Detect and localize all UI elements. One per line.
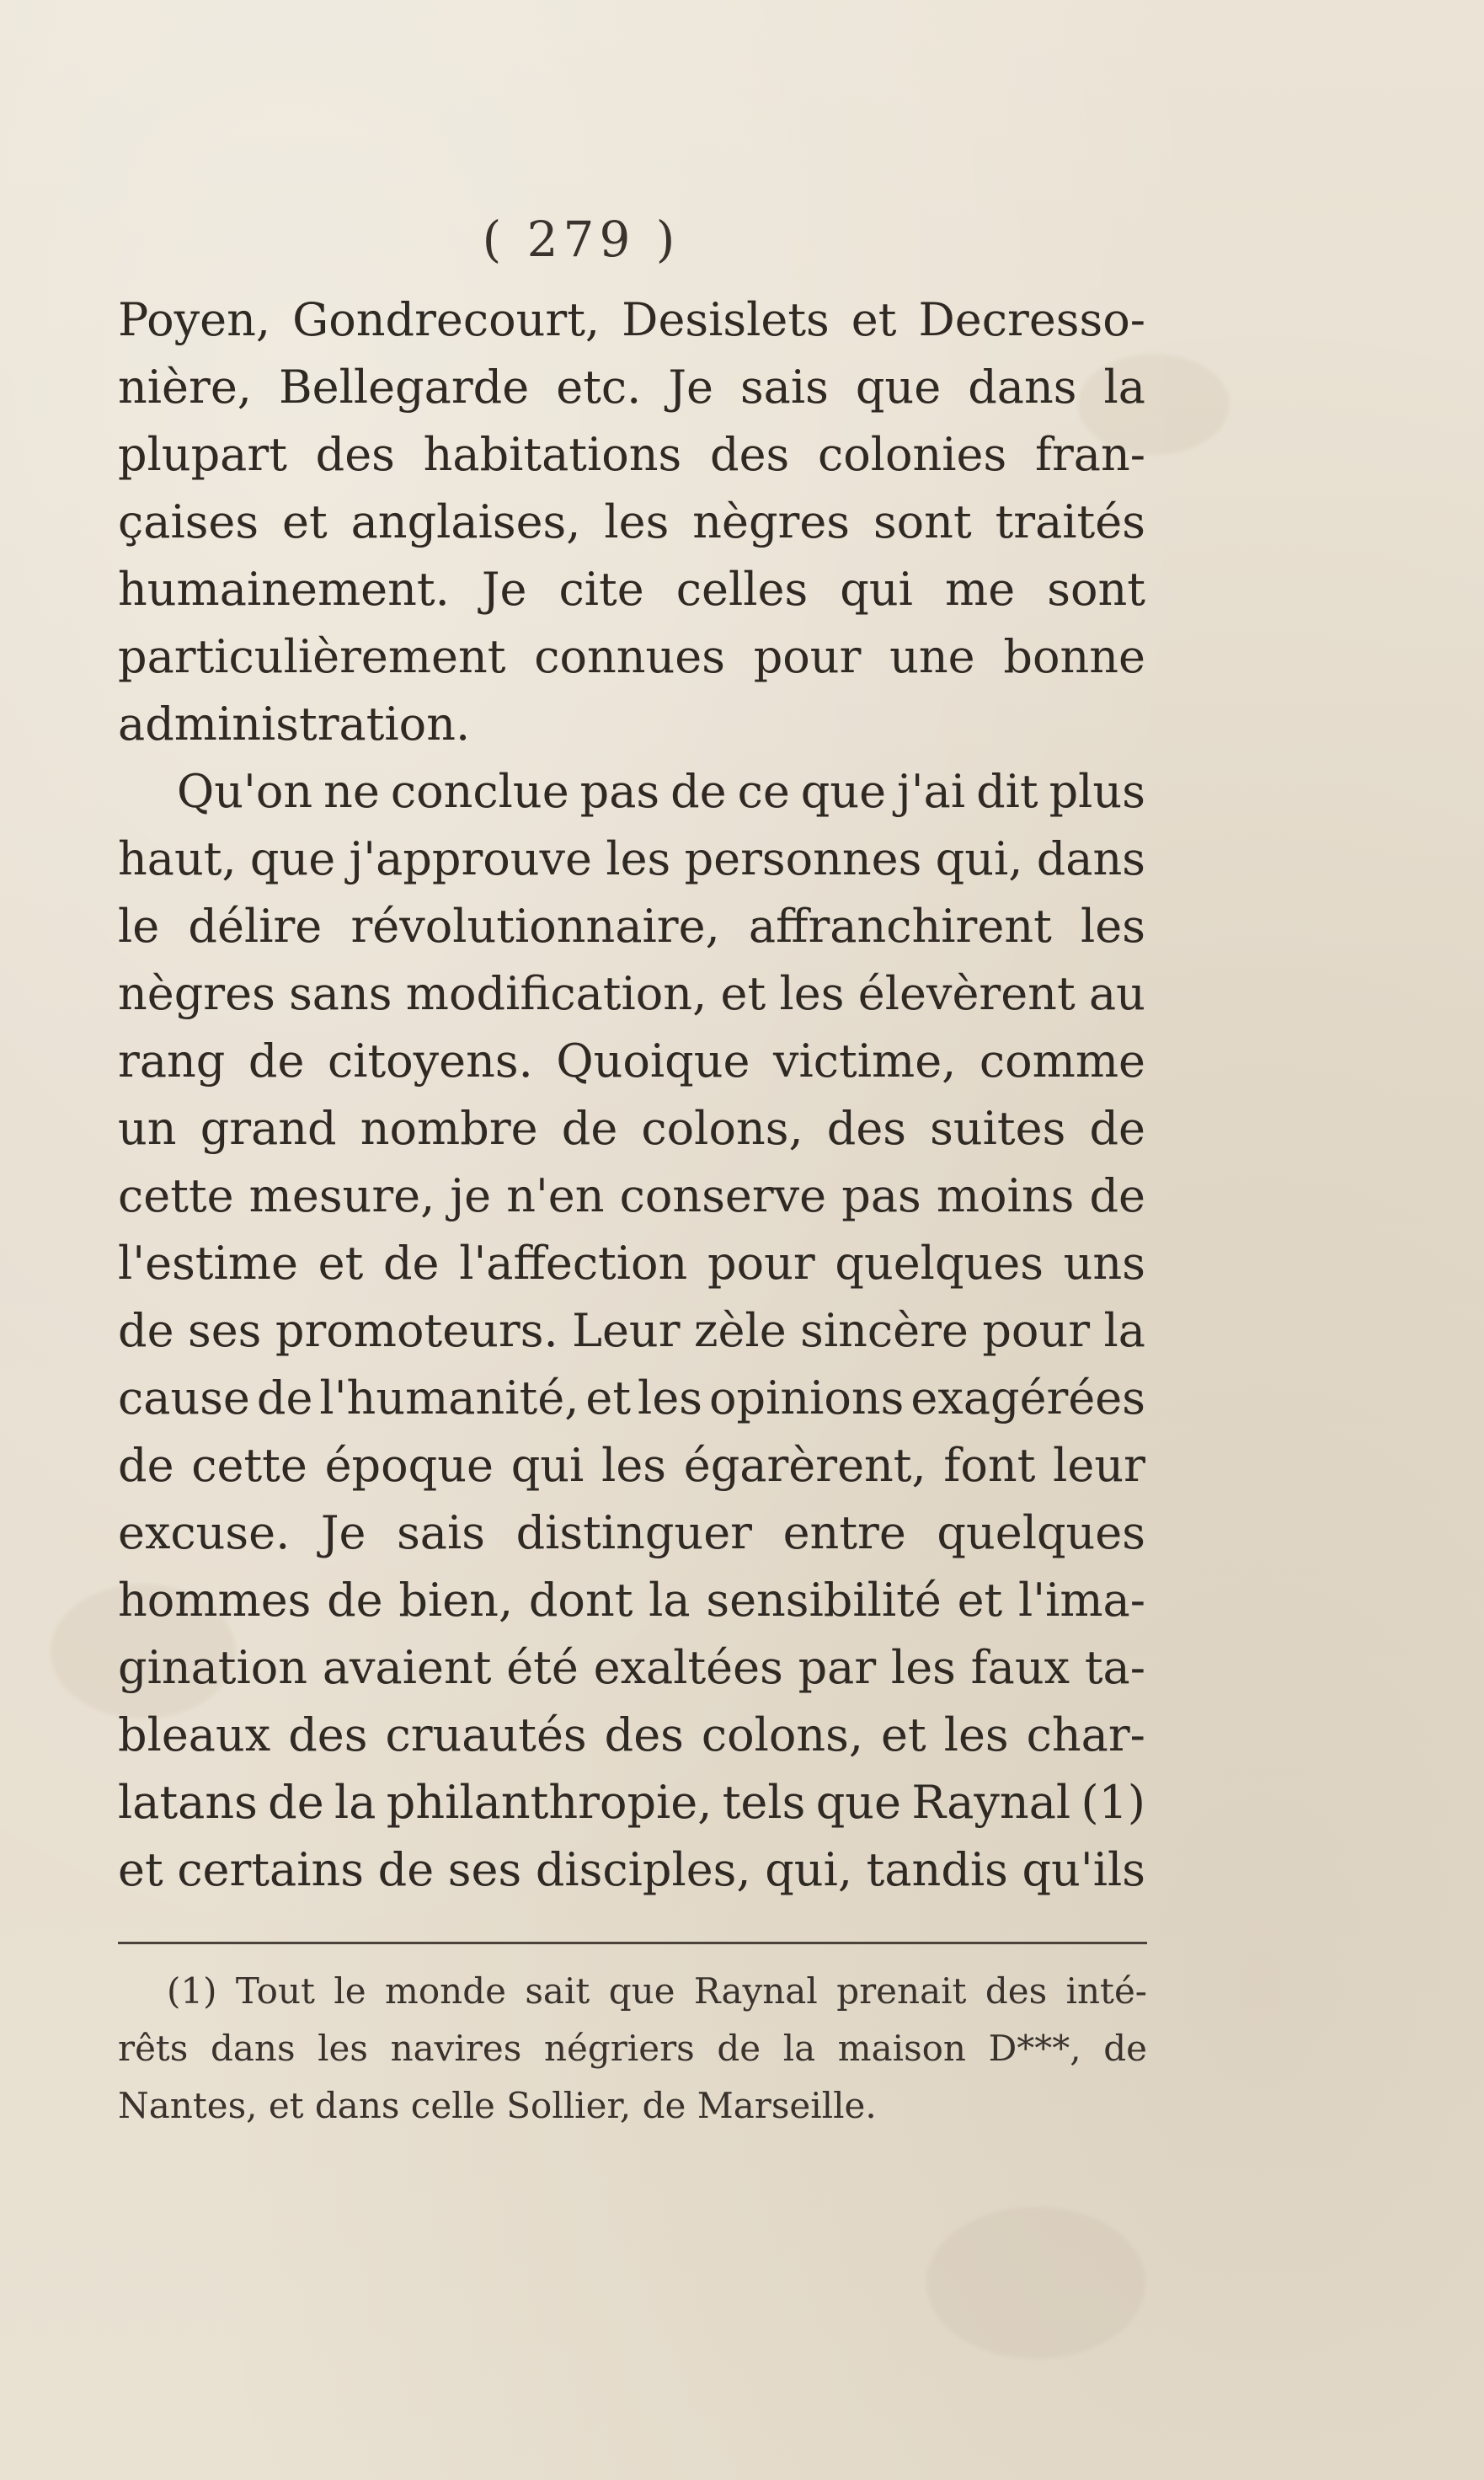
- footnote-line: (1) Tout le monde sait que Raynal prenait des inté-: [167, 1970, 1147, 2012]
- footnote: [118, 1963, 1147, 2135]
- text-line: humainement. Je cite celles qui me sont: [118, 563, 1145, 616]
- text-line: Poyen, Gondrecourt, Desislets et Decresso-: [118, 293, 1145, 346]
- text-line: plupart des habitations des colonies fran-: [118, 428, 1145, 481]
- text-line: rang de citoyens. Quoique victime, comme: [118, 1034, 1145, 1088]
- footnote-line: rêts dans les navires négriers de la maison D***, de: [118, 2028, 1147, 2069]
- text-line: l'estime et de l'affection pour quelques uns: [118, 1237, 1145, 1290]
- text-line: gination avaient été exaltées par les faux ta-: [118, 1641, 1145, 1694]
- text-line: particulièrement connues pour une bonne: [118, 630, 1145, 683]
- text-line: nière, Bellegarde etc. Je sais que dans la: [118, 361, 1145, 414]
- text-line: de cette époque qui les égarèrent, font leur: [118, 1439, 1145, 1492]
- page-number: ( 279 ): [482, 211, 681, 268]
- text-line: cause de l'humanité, et les opinions exagérées: [118, 1371, 1145, 1424]
- paper-stain: [926, 2207, 1145, 2359]
- text-line: çaises et anglaises, les nègres sont traités: [118, 495, 1145, 548]
- text-line: administration.: [118, 698, 471, 751]
- text-line: hommes de bien, dont la sensibilité et l'ima-: [118, 1574, 1145, 1627]
- text-line: cette mesure, je n'en conserve pas moins de: [118, 1169, 1145, 1222]
- text-line: latans de la philanthropie, tels que Raynal (1): [118, 1776, 1145, 1829]
- text-line: un grand nombre de colons, des suites de: [118, 1102, 1145, 1155]
- text-line: excuse. Je sais distinguer entre quelques: [118, 1506, 1145, 1559]
- text-line: nègres sans modification, et les élevèrent au: [118, 967, 1145, 1020]
- body-text: [118, 286, 1145, 1904]
- text-line: haut, que j'approuve les personnes qui, dans: [118, 832, 1145, 885]
- text-line: de ses promoteurs. Leur zèle sincère pour la: [118, 1304, 1145, 1357]
- text-line: bleaux des cruautés des colons, et les char-: [118, 1708, 1145, 1761]
- text-line: Qu'on ne conclue pas de ce que j'ai dit plus: [177, 765, 1145, 818]
- footnote-line: Nantes, et dans celle Sollier, de Marseille.: [118, 2085, 877, 2126]
- footnote-divider: [118, 1942, 1147, 1944]
- text-line: et certains de ses disciples, qui, tandis qu'ils: [118, 1843, 1145, 1896]
- text-line: le délire révolutionnaire, affranchirent les: [118, 900, 1145, 953]
